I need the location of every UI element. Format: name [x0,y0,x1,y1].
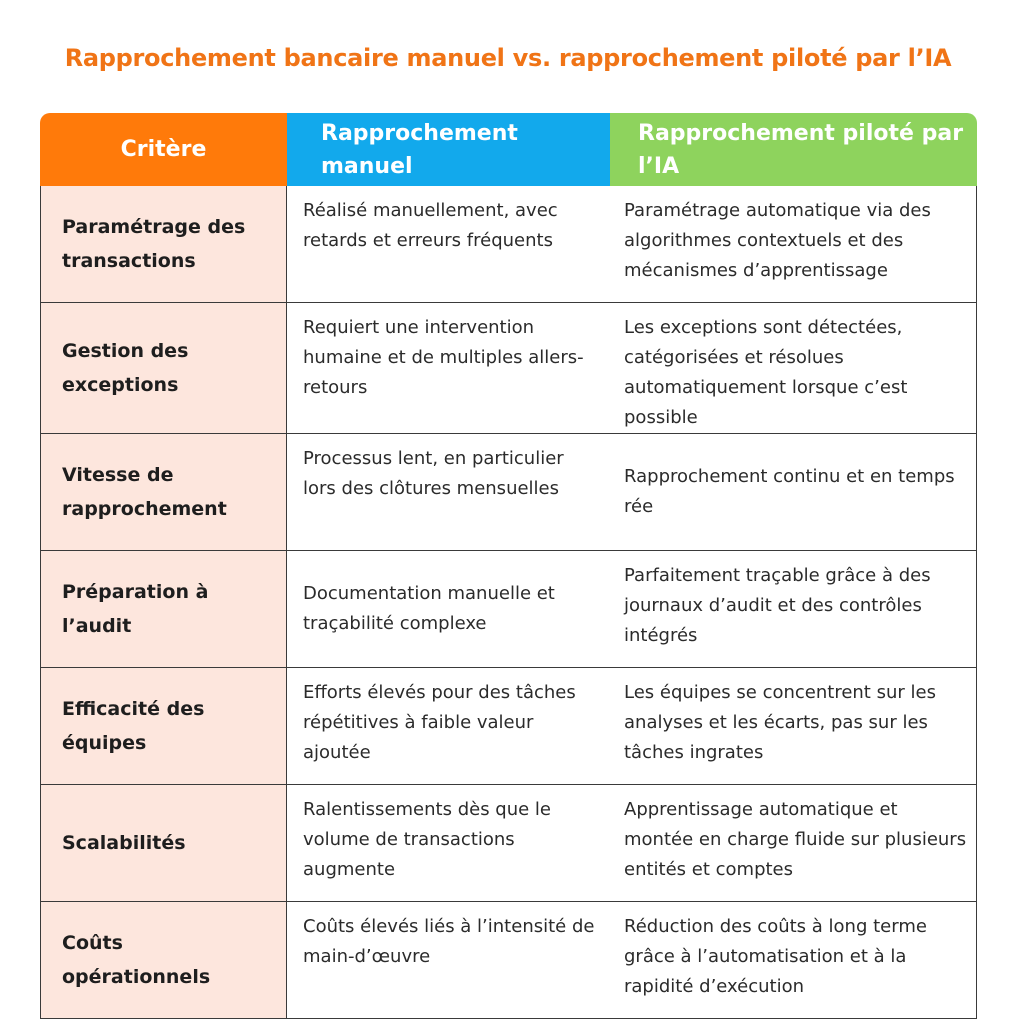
manual-cell: Coûts élevés liés à l’intensité de main-d’œuvre [287,902,610,1019]
header-criterion: Critère [40,113,287,186]
criterion-cell: Efficacité des équipes [40,668,287,785]
table-row [40,303,977,434]
criterion-cell: Scalabilités [40,785,287,902]
table-row [40,785,977,902]
table-row [40,902,977,1019]
comparison-table [40,113,977,1019]
manual-cell: Efforts élevés pour des tâches répétitives à faible valeur ajoutée [287,668,610,785]
table-row [40,186,977,303]
table-header-row [40,113,977,186]
page-title: Rapprochement bancaire manuel vs. rapprochement piloté par l’IA [64,44,952,72]
ai-cell: Réduction des coûts à long terme grâce à l’automatisation et à la rapidité d’exécution [610,902,977,1019]
manual-cell: Réalisé manuellement, avec retards et erreurs fréquents [287,186,610,303]
ai-cell: Rapprochement continu et en temps rée [610,434,977,551]
table-row [40,551,977,668]
ai-cell: Les exceptions sont détectées, catégorisées et résolues automatiquement lorsque c’est possible [610,303,977,434]
ai-cell: Parfaitement traçable grâce à des journaux d’audit et des contrôles intégrés [610,551,977,668]
criterion-cell: Paramétrage des transactions [40,186,287,303]
header-ai: Rapprochement piloté par l’IA [610,113,977,186]
table-row [40,434,977,551]
ai-cell: Paramétrage automatique via des algorithmes contextuels et des mécanismes d’apprentissage [610,186,977,303]
ai-cell: Les équipes se concentrent sur les analyses et les écarts, pas sur les tâches ingrates [610,668,977,785]
header-manual: Rapprochement manuel [287,113,610,186]
manual-cell: Documentation manuelle et traçabilité complexe [287,551,610,668]
criterion-cell: Gestion des exceptions [40,303,287,434]
criterion-cell: Vitesse de rapprochement [40,434,287,551]
table-row [40,668,977,785]
criterion-cell: Coûts opérationnels [40,902,287,1019]
manual-cell: Requiert une intervention humaine et de multiples allers-retours [287,303,610,434]
ai-cell: Apprentissage automatique et montée en charge fluide sur plusieurs entités et comptes [610,785,977,902]
manual-cell: Processus lent, en particulier lors des clôtures mensuelles [287,434,610,551]
manual-cell: Ralentissements dès que le volume de transactions augmente [287,785,610,902]
criterion-cell: Préparation à l’audit [40,551,287,668]
